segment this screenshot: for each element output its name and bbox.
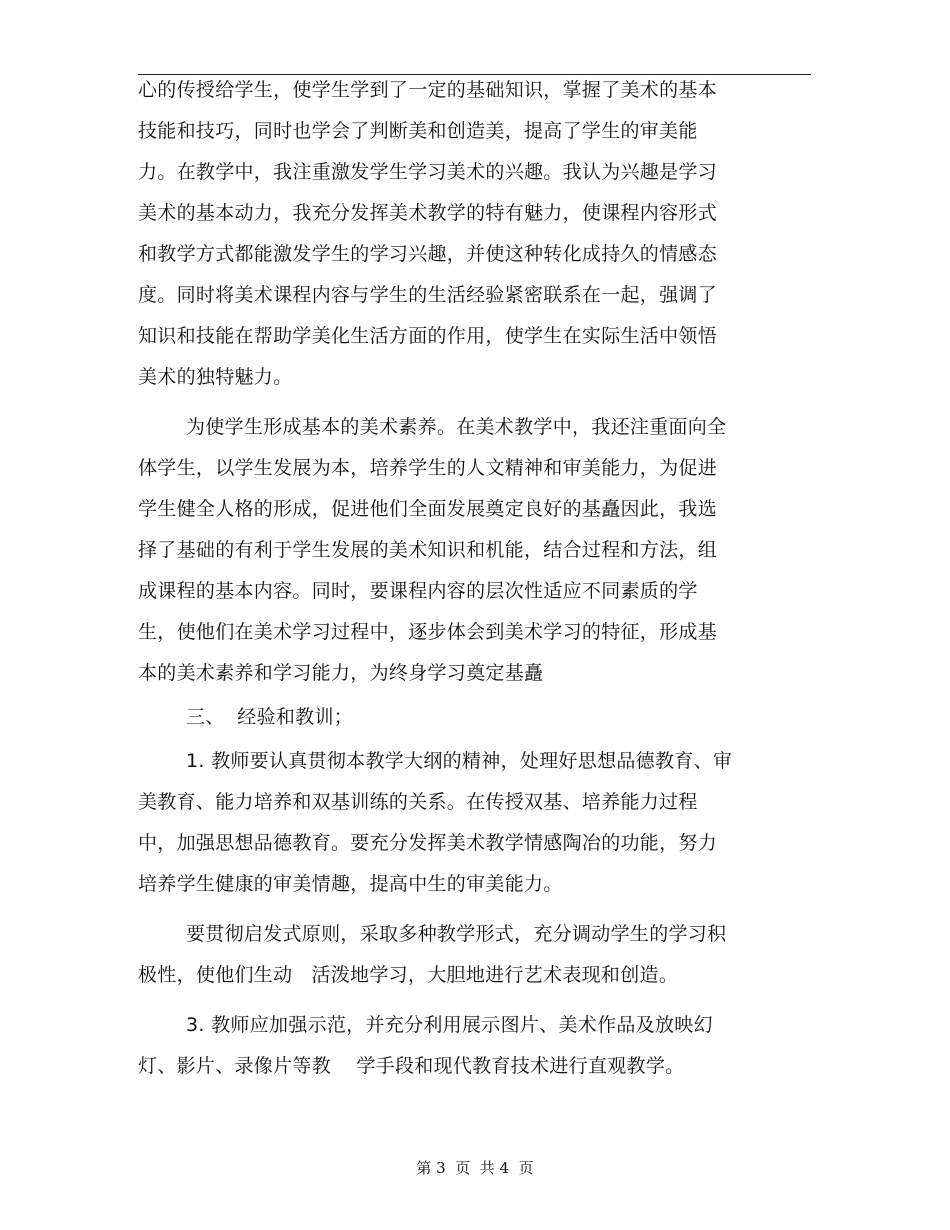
text-line: 生，使他们在美术学习过程中，逐步体会到美术学习的特征，形成基 xyxy=(138,621,718,643)
paragraph-start-line: 为使学生形成基本的美术素养。在美术教学中，我还注重面向全 xyxy=(186,416,727,438)
text-line: 学生健全人格的形成，促进他们全面发展奠定良好的基矗因此，我选 xyxy=(138,498,718,520)
text-line: 美术的基本动力，我充分发挥美术教学的特有魅力，使课程内容形式 xyxy=(138,202,718,224)
text-line: 技能和技巧，同时也学会了判断美和创造美，提高了学生的审美能 xyxy=(138,120,698,142)
paragraph-start-line: 3. 教师应加强示范，并充分利用展示图片、美术作品及放映幻 xyxy=(186,1014,713,1036)
text-line: 成课程的基本内容。同时，要课程内容的层次性适应不同素质的学 xyxy=(138,580,698,602)
text-line: 本的美术素养和学习能力，为终身学习奠定基矗 xyxy=(138,662,544,684)
text-line: 美教育、能力培养和双基训练的关系。在传授双基、培养能力过程 xyxy=(138,791,698,813)
text-line: 培养学生健康的审美情趣，提高中生的审美能力。 xyxy=(138,873,563,895)
text-line: 体学生，以学生发展为本，培养学生的人文精神和审美能力，为促进 xyxy=(138,457,718,479)
text-line: 中，加强思想品德教育。要充分发挥美术教学情感陶冶的功能，努力 xyxy=(138,832,718,854)
paragraph-start-line: 要贯彻启发式原则，采取多种教学形式，充分调动学生的学习积 xyxy=(186,923,727,945)
text-line: 灯、影片、录像片等教 学手段和现代教育技术进行直观教学。 xyxy=(138,1055,685,1077)
text-line: 知识和技能在帮助学美化生活方面的作用，使学生在实际生活中领悟 xyxy=(138,325,718,347)
text-line: 美术的独特魅力。 xyxy=(138,366,293,388)
text-line: 心的传授给学生，使学生学到了一定的基础知识，掌握了美术的基本 xyxy=(138,79,718,101)
paragraph-start-line: 1. 教师要认真贯彻本教学大纲的精神，处理好思想品德教育、审 xyxy=(186,750,733,772)
text-line: 力。在教学中，我注重激发学生学习美术的兴趣。我认为兴趣是学习 xyxy=(138,161,718,183)
section-heading: 三、 经验和教训； xyxy=(186,706,354,728)
header-rule xyxy=(138,74,811,75)
text-line: 择了基础的有利于学生发展的美术知识和机能，结合过程和方法，组 xyxy=(138,539,718,561)
text-line: 极性，使他们生动 活泼地学习，大胆地进行艺术表现和创造。 xyxy=(138,964,679,986)
text-line: 度。同时将美术课程内容与学生的生活经验紧密联系在一起，强调了 xyxy=(138,284,718,306)
page-number-footer: 第 3 页 共 4 页 xyxy=(416,1159,534,1177)
text-line: 和教学方式都能激发学生的学习兴趣，并使这种转化成持久的情感态 xyxy=(138,243,718,265)
